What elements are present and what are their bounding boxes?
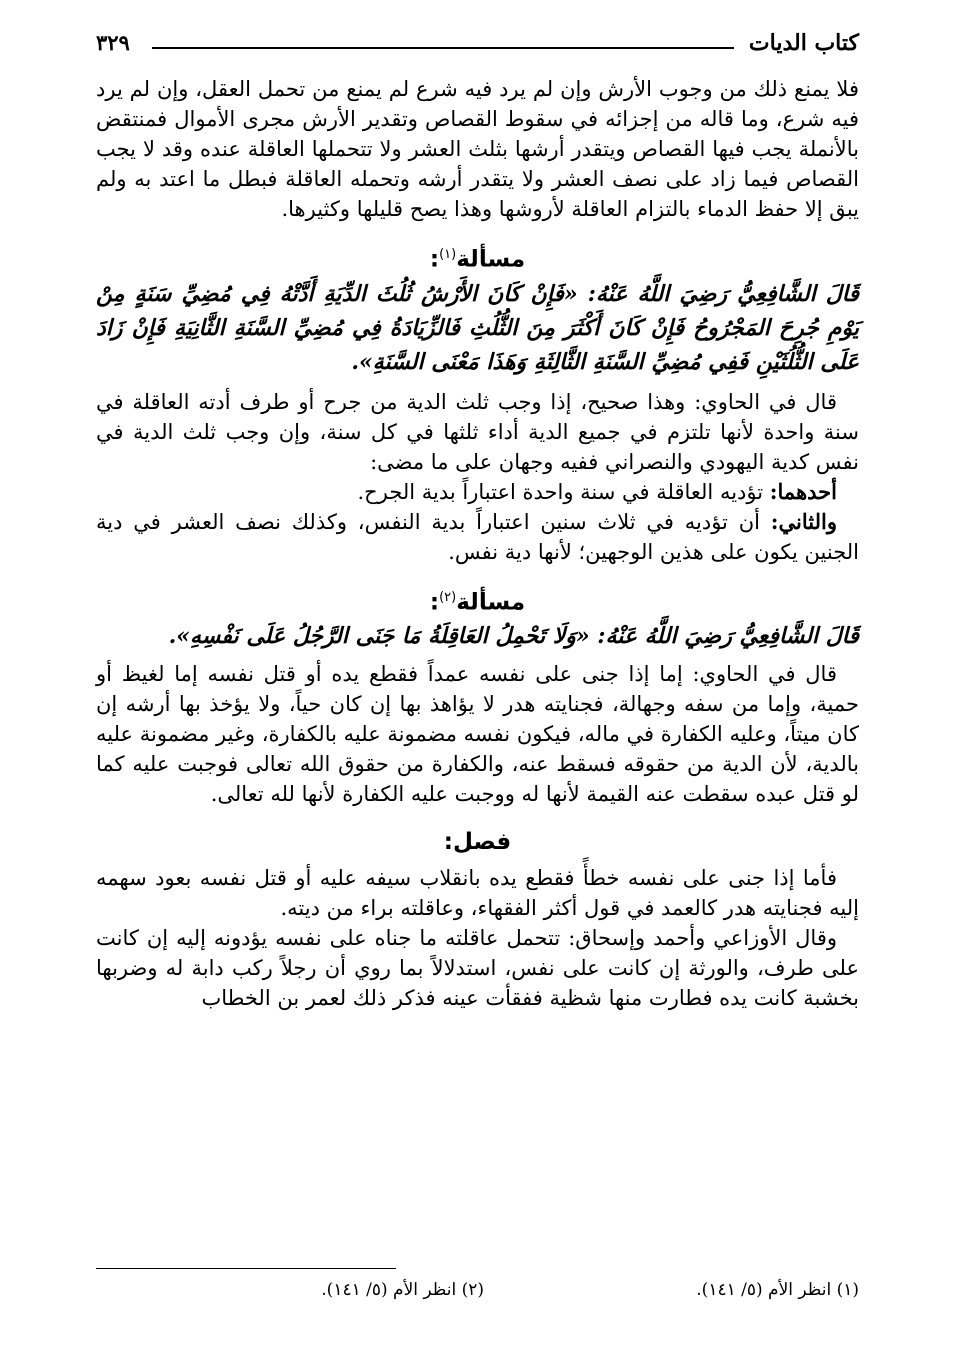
- page-body: [96, 74, 859, 1013]
- first-opinion-label: أحدهما:: [769, 478, 837, 504]
- fasl-paragraph-1: فأما إذا جنى على نفسه خطأً فقطع يده بانقلاب سيفه عليه أو قتل نفسه بعود سهمه إليه فجنايته هدر كالعمد في قول أكثر الفقهاء، وعاقلته براء من ديته.: [96, 866, 859, 921]
- footnotes: [96, 1280, 859, 1310]
- page-number: ٣٢٩: [96, 30, 130, 55]
- second-opinion-text: أن تؤديه في ثلاث سنين اعتباراً بدية النفس، وكذلك نصف العشر في دية الجنين يكون على هذين الوجهين؛ لأنها دية نفس.: [96, 509, 859, 564]
- first-opinion-text: تؤديه العاقلة في سنة واحدة اعتباراً بدية الجرح.: [357, 479, 764, 504]
- heading-colon: :: [429, 246, 440, 273]
- second-opinion: [96, 507, 859, 567]
- section-heading-fasl: [96, 825, 859, 859]
- footnote-1: (١) انظر الأم (٥/ ١٤١).: [696, 1280, 859, 1300]
- fasl-paragraph-2: وقال الأوزاعي وأحمد وإسحاق: تتحمل عاقلته ما جناه على نفسه يؤدونه إليه إن كانت على طرف، والورثة إن كانت على نفس، استدلالاً بما روي أن رجلاً ركب دابة له وضربها بخشبة كانت يده فطارت منها شظية ففقأت عينه فذكر ذلك لعمر بن الخطاب: [96, 926, 859, 1011]
- second-opinion-label: والثاني:: [770, 508, 837, 534]
- section-heading-masala-1: [96, 238, 859, 277]
- section-heading-masala-2: [96, 581, 859, 620]
- shafii-quote-2: قَالَ الشَّافِعِيُّ رَضِيَ اللَّهُ عَنْهُ: «وَلَا تَحْمِلُ العَاقِلَةُ مَا جَنَى الرَّجُلُ عَلَى نَفْسِهِ».: [168, 623, 859, 650]
- hawi-paragraph-2: قال في الحاوي: إما إذا جنى على نفسه عمداً فقطع يده أو قتل نفسه إما لغيظ أو حمية، وإما من سفه وجهالة، فجنايته هدر لا يؤاهذ بها إن كان حياً، ولا يؤخذ بها أرشه إن كان ميتاً، وعليه الكفارة في ماله، فيكون نفسه مضمونة عليه بالكفارة، وغير مضمونة عليه بالدية، لأن الدية من حقوقه فسقط عنه، والكفارة من حقوق الله تعالى فوجبت عليه كما لو قتل عبده سقطت عنه القيمة لأنها له ووجبت عليه الكفارة لأنها لله تعالى.: [96, 662, 859, 807]
- footnote-ref-2: (٢): [439, 589, 457, 605]
- heading-text: فصل: [452, 829, 512, 856]
- heading-colon: :: [443, 829, 453, 856]
- footnote-ref-1: (١): [439, 247, 457, 262]
- heading-colon: :: [429, 589, 440, 616]
- shafii-quote-1: قَالَ الشَّافِعِيُّ رَضِيَ اللَّهُ عَنْهُ: «فَإِنْ كَانَ الأَرْشُ ثُلُثَ الدِّيَةِ أَدَّتْهُ فِي مُضِيِّ سَنَةٍ مِنْ يَوْمِ جُرِحَ المَجْرُوحُ فَإِنْ كَانَ أَكْثَرَ مِنَ الثُّلُثِ فَالزِّيَادَةُ فِي مُضِيِّ السَّنَةِ الثَّانِيَةِ فَإِنْ زَادَ عَلَى الثُّلُثَيْنِ فَفِي مُضِيِّ السَّنَةِ الثَّالِثَةِ وَهَذَا مَعْنَى السَّنَةِ».: [96, 280, 859, 375]
- footnote-2: (٢) انظر الأم (٥/ ١٤١).: [321, 1280, 484, 1300]
- footnote-rule: [96, 1268, 396, 1269]
- header-rule: [152, 47, 734, 49]
- hawi-paragraph-1: قال في الحاوي: وهذا صحيح، إذا وجب ثلث الدية من جرح أو طرف أدته العاقلة في سنة واحدة لأنها تلتزم في جميع الدية أداء ثلثها في كل سنة، وإن وجب ثلث الدية في نفس كدية اليهودي والنصراني ففيه وجهان على ما مضى:: [96, 389, 859, 474]
- heading-text: مسألة: [456, 246, 526, 273]
- page-header: [96, 30, 859, 60]
- heading-text: مسألة: [456, 589, 526, 616]
- book-title: كتاب الديات: [748, 30, 859, 56]
- first-opinion: [96, 477, 859, 507]
- intro-paragraph: فلا يمنع ذلك من وجوب الأرش وإن لم يرد فيه شرع لم يمنع من تحمل العقل، وإن لم يرد فيه شرع، وما قاله من إجزائه في سقوط القصاص وتقدير الأرش مجرى الأموال فمنتقض بالأنملة يجب فيها القصاص ويتقدر أرشها بثلث العشر ولا تتحملها العاقلة عنده وقد لا يجب القصاص فيما زاد على نصف العشر ولا يتقدر أرشه وتحمله العاقلة فبطل ما اعتد به ولم يبق إلا حفظ الدماء بالتزام العاقلة لأروشها وهذا يصح قليلها وكثيرها.: [96, 77, 859, 221]
